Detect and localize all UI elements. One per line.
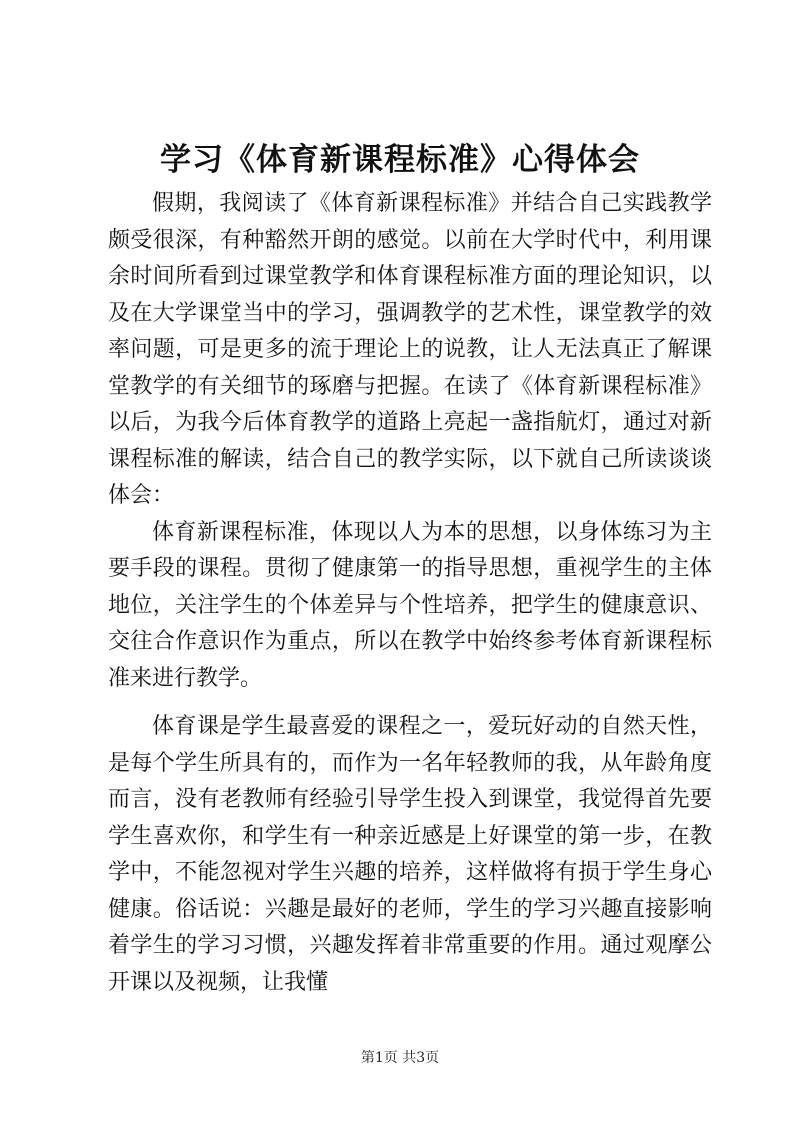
paragraph-1: 假期，我阅读了《体育新课程标准》并结合自己实践教学颇受很深，有种豁然开朗的感觉。以前在大学时代中，利用课余时间所看到过课堂教学和体育课程标准方面的理论知识，以及在大学课堂当中的学习，强调教学的艺术性，课堂教学的效率问题，可是更多的流于理论上的说教，让人无法真正了解课堂教学的有关细节的琢磨与把握。在读了《体育新课程标准》以后，为我今后体育教学的道路上亮起一盏指航灯，通过对新课程标准的解读，结合自己的教学实际，以下就自己所读谈谈体会： <box>108 191 712 508</box>
paragraph-3: 体育课是学生最喜爱的课程之一，爱玩好动的自然天性，是每个学生所具有的，而作为一名年轻教师的我，从年龄角度而言，没有老教师有经验引导学生投入到课堂，我觉得首先要学生喜欢你，和学生有一种亲近感是上好课堂的第一步，在教学中，不能忽视对学生兴趣的培养，这样做将有损于学生身心健康。俗话说：兴趣是最好的老师，学生的学习兴趣直接影响着学生的学习习惯，兴趣发挥着非常重要的作用。通过观摩公开课以及视频，让我懂 <box>108 714 712 995</box>
page-footer: 第1页 共3页 <box>360 1050 440 1066</box>
paragraph-2: 体育新课程标准，体现以人为本的思想，以身体练习为主要手段的课程。贯彻了健康第一的指导思想，重视学生的主体地位，关注学生的个体差异与个性培养，把学生的健康意识、交往合作意识作为重点，所以在教学中始终参考体育新课程标准来进行教学。 <box>108 519 712 691</box>
document-title: 学习《体育新课程标准》心得体会 <box>160 142 640 178</box>
document-body <box>108 186 712 1001</box>
